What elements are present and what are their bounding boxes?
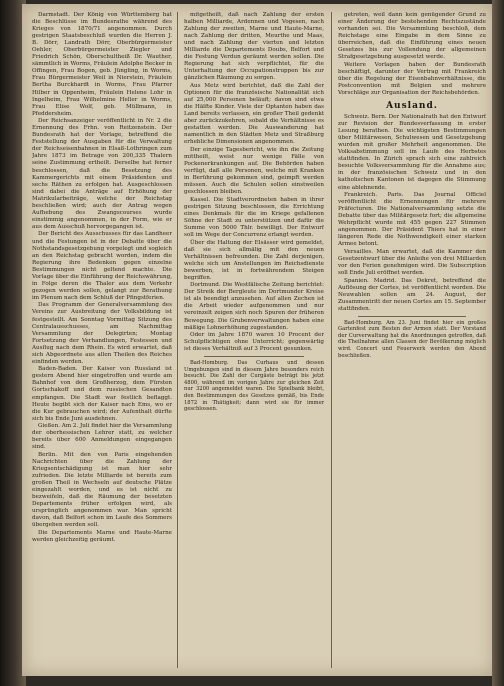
article-paragraph: Oder im Jahre 1870 waren 10 Procent der Schulpflichtigen ohne Unterricht; gegenwärtig ist dieses Verhältniß auf 3 Procent gesunken. xyxy=(184,332,324,353)
article-paragraph: Gießen. Am 2. Juli findet hier die Versammlung der oberhessischen Lehrer statt, zu welcher bereits über 600 Anmeldungen eingegangen sind. xyxy=(32,423,172,451)
article-paragraph: Der Bericht des Ausschusses für das Landheer und die Festungen ist in der Debatte über die Nothstandsgesetzgebung vorgelegt und sogleich an den Reichstag gebracht worden, indem die Regierung ihre Bedenken gegen einzelne Bestimmungen nicht geltend machte. Die Vorlage über die Einführung der Reichswährung, in Folge deren die Thaler aus dem Verkehr gezogen werden sollen, gelangt zur Berathung im Plenum nach dem Schluß der Pfingstferien. xyxy=(32,231,172,301)
column-rule xyxy=(177,12,178,668)
section-divider xyxy=(204,356,304,357)
article-paragraph: Kassel. Die Stadtverordneten haben in ihrer gestrigen Sitzung beschlossen, die Errichtung eines Denkmals für die im Kriege gefallenen Söhne der Stadt zu unterstützen und dafür die Summe von 5000 Thlr. bewilligt. Der Entwurf soll im Wege der Concurrenz erlangt werden. xyxy=(184,196,324,238)
article-paragraph: Der einzige Tagesbericht, wie ihn die Zeitung mittheilt, weist nur wenige Fälle von Pockenerkrankungen auf. Die Behörden haben verfügt, daß alle Personen, welche mit Kranken in Berührung gekommen sind, geimpft werden müssen. Auch die Schulen sollen einstweilen geschlossen bleiben. xyxy=(184,146,324,196)
article-paragraph: mitgetheilt, daß nach Zahlung der ersten halben Milliarde, Ardennen und Vogesen, nach Zahlung der zweiten, Marne und Haute-Marne, nach Zahlung der dritten, Meurthe und Maas, und nach Zahlung der vierten und letzten Milliarde die Departements Doubs, Belfort und die Festung Verdun geräumt werden sollen. Die Regierung hat sich verpflichtet, für die Unterhaltung der Occupationstruppen bis zur gänzlichen Räumung zu sorgen. xyxy=(184,12,324,82)
article-paragraph: Bad-Homburg. Das Curhaus und dessen Umgebungen sind in diesem Jahre besonders reich besucht. Die Zahl der Curgäste beträgt bis jetzt 4800, während im vorigen Jahre zur gleichen Zeit nur 3200 angemeldet waren. Die Spielbank bleibt, den Bestimmungen des Gesetzes gemäß, bis Ende 1872 in Thätigkeit; dann wird sie für immer geschlossen. xyxy=(184,360,324,413)
article-paragraph: Der Reichsanzeiger veröffentlicht in Nr. 2 die Ernennung des Frhn. von Reitzenstein. Der Bundesrath hat der Vorlage, betreffend die Feststellung der Ausgaben für die Verwaltung der Reichseisenbahnen in Elsaß-Lothringen zum Jahre 1873 im Betrage von 200,335 Thalern seine Zustimmung ertheilt. Derselbe hat ferner beschlossen, daß die Besetzung des Kammergerichts mit einem Präsidenten und sechs Räthen zu erfolgen hat. Ausgeschlossen sind dabei die Anträge auf Erhöhung der Matrikularbeiträge, welche der Reichstag beschließen wird; auch der Antrag wegen Aufhebung des Zwangscourses wurde einstimmig angenommen, in der Form, wie er aus dem Ausschuß hervorgegangen ist. xyxy=(32,118,172,230)
article-paragraph: Das Programm der Generalversammlung des Vereins zur Ausbreitung der Volksbildung ist festgestellt. Am Sonntag Vormittag Sitzung des Centralausschusses, am Nachmittag Versammlung der Delegirten; Montag Fortsetzung der Verhandlungen, Festessen und Ausflug nach dem Rhein. Es wird erwartet, daß sich Abgeordnete aus allen Theilen des Reiches einfinden werden. xyxy=(32,302,172,365)
column-right xyxy=(338,12,486,668)
article-paragraph: Weitere Vorlagen haben der Bundesrath beschäftigt, darunter der Vertrag mit Frankreich über die Regelung der Eisenbahnverhältnisse, die Postconvention mit Belgien und mehrere Vorschläge zur Organisation der Reichsbehörden. xyxy=(338,61,486,97)
article-paragraph: Darmstadt. Der König von Württemberg hat die Beschlüsse im Bundesrathe während des Krieges von 1870/71 angenommen. Durch gestrigen Staatsbeschluß wurden die Herren J. B. Dörr, Landrath Dörr, Oberbürgermeister Oehler, Oberbürgermeister Ziegler und Friedrich Schön, Oberschultheiß Dr. Wauther, sämmtlich in Worms, Fräulein Adolphe Becker in Offingen, Frau Bogen, geb. Jüngling, in Worms, Frau Bürgermeister Weil in Nierstein, Fräulein Bertha Burckhardt in Worms, Frau Pfarrer Hilber in Oppenheim, Fräulein Helene Lohr in Ingelheim, Frau Wilhelmine Heller in Worms, Frau Elise Wolf, geb. Müllmann, in Pfeddersheim. xyxy=(32,12,172,117)
article-paragraph: getreten, weil dann kein genügender Grund zu einer Änderung der bestehenden Rechtszustände vorhanden sei. Die Versammlung beschloß, dem Reichstage eine Eingabe in dem Sinne zu überreichen, daß die Einführung eines neuen Gesetzes bis zur Vollendung der allgemeinen Strafgesetzgebung ausgesetzt werde. xyxy=(338,12,486,61)
article-paragraph: Berlin. Mit den von Paris eingehenden Nachrichten über die Zahlung der Kriegsentschädigung ist man hier sehr zufrieden. Die letzte Milliarde ist bereits zum großen Theil in Wechseln auf deutsche Plätze eingezahlt worden, und es ist nicht zu bezweifeln, daß die Räumung der besetzten Departements früher erfolgen wird, als ursprünglich angenommen war. Man spricht davon, daß Belfort schon im Laufe des Sommers übergeben werden soll. xyxy=(32,451,172,529)
article-paragraph: Schweiz. Bern. Der Nationalrath hat den Entwurf zur Revision der Bundesverfassung in erster Lesung berathen. Die wichtigsten Bestimmungen über Militärwesen, Schulwesen und Gesetzgebung wurden mit großer Mehrheit angenommen. Die Volksabstimmung soll im Laufe des Herbstes stattfinden. In Zürich sprach sich eine zahlreich besuchte Volksversammlung für die Annahme aus; in der französischen Schweiz und in den katholischen Kantonen ist dagegen die Stimmung eine ablehnende. xyxy=(338,114,486,191)
article-paragraph: Aus Metz wird berichtet, daß die Zahl der Optionen für die französische Nationalität sich auf 25,000 Personen beläuft; davon sind etwa die Hälfte Kinder. Viele der Optanten haben das Land bereits verlassen, ein großer Theil gedenkt aber zurückzukehren, sobald die Verhältnisse es gestatten werden. Die Auswanderung hat namentlich in den Städten Metz und Straßburg erhebliche Dimensionen angenommen. xyxy=(184,82,324,146)
article-paragraph: Baden-Baden. Der Kaiser von Russland ist gestern Abend hier eingetroffen und wurde am Bahnhof von dem Großherzog, dem Fürsten Gortschakoff und dem russischen Gesandten empfangen. Die Stadt war festlich beflaggt. Heute begibt sich der Kaiser nach Ems, wo er die Kur gebrauchen wird; der Aufenthalt dürfte sich bis Ende Juni ausdehnen. xyxy=(32,366,172,422)
article-paragraph: Bad-Homburg. Am 23. Juni findet hier ein großes Gartenfest zum Besten der Armen statt. Der Vorstand der Curverwaltung hat die Anordnungen getroffen, daß die Theilnahme allen Classen der Bevölkerung möglich wird. Concert und Feuerwerk werden den Abend beschließen. xyxy=(338,319,486,359)
column-middle xyxy=(184,12,324,668)
newspaper-page xyxy=(22,4,494,676)
article-paragraph: Die Departements Marne und Haute-Marne werden gleichzeitig geräumt. xyxy=(32,529,172,543)
column-left xyxy=(32,12,172,668)
article-paragraph: Spanien. Madrid. Das Dekret, betreffend die Auflösung der Cortes, ist veröffentlicht worden. Die Neuwahlen sollen am 24. August, der Zusammentritt der neuen Cortes am 15. September stattfinden. xyxy=(338,277,486,312)
article-paragraph: Versailles. Man erwartet, daß die Kammer den Gesetzentwurf über die Anleihe von drei Milliarden vor den Ferien genehmigen wird. Die Subscription soll Ende Juli eröffnet werden. xyxy=(338,248,486,277)
page-edge xyxy=(492,0,504,686)
section-heading: Ausland. xyxy=(386,101,438,112)
article-paragraph: Über die Haltung der Elsässer wird gemeldet, daß sie sich allmälig mit den neuen Verhältnissen befreunden. Die Zahl derjenigen, welche sich um Anstellungen im Reichsdienste bewerben, ist in fortwährendem Steigen begriffen. xyxy=(184,239,324,281)
article-paragraph: Dortmund. Die Westfälische Zeitung berichtet: Der Streik der Bergleute im Dortmunder Kreise ist als beendigt anzusehen. Auf allen Zechen ist die Arbeit wieder aufgenommen und nur vereinzelt zeigen sich noch Spuren der früheren Bewegung. Die Grubenverwaltungen haben eine mäßige Lohnerhöhung zugestanden. xyxy=(184,282,324,331)
article-paragraph: Frankreich. Paris. Das Journal Officiel veröffentlicht die Ernennungen für mehrere Präfecturen. Die Nationalversammlung setzte die Debatte über das Militärgesetz fort; die allgemeine Wehrpflicht wurde mit 455 gegen 227 Stimmen angenommen. Der Präsident Thiers hat in einer längeren Rede die Nothwendigkeit einer starken Armee betont. xyxy=(338,192,486,248)
column-rule xyxy=(331,12,332,668)
section-divider xyxy=(358,316,466,317)
